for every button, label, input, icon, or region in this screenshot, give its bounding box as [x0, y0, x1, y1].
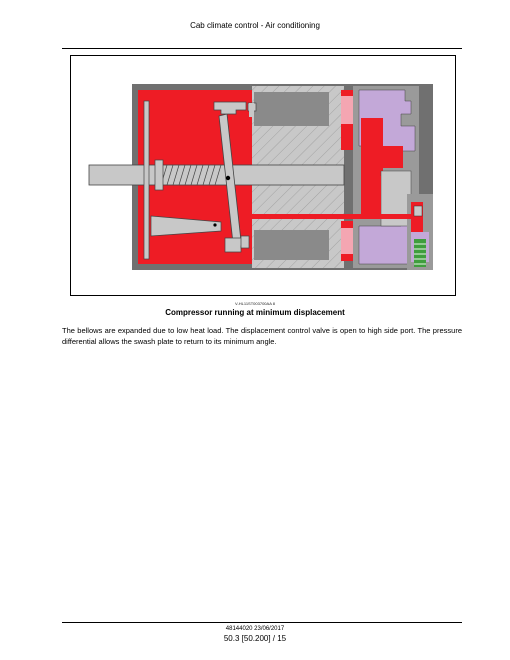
pink-reed	[341, 96, 353, 124]
figure-frame	[70, 55, 456, 296]
drive-lug-plate	[144, 101, 149, 259]
upper-cylinder-bore	[254, 92, 329, 126]
footer-rule	[62, 622, 462, 623]
footer-document-id: 48144020 23/06/2017	[225, 626, 285, 632]
lower-cylinder-bore	[254, 230, 329, 260]
compressor-diagram	[71, 56, 457, 297]
footer-page-number: 50.3 [50.200] / 15	[223, 634, 287, 643]
drive-shaft	[89, 165, 344, 185]
control-passage	[252, 214, 412, 219]
page-header-title: Cab climate control - Air conditioning	[190, 21, 320, 30]
header-rule	[62, 48, 462, 49]
body-paragraph: The bellows are expanded due to low heat load. The displacement control valve is open to high side port. The pressure differential allows the swash plate to return to its minimum angle.	[62, 326, 462, 346]
figure-caption: Compressor running at minimum displacement	[165, 308, 345, 317]
figure-reference: V-HL11ST003700AA 8	[235, 301, 275, 306]
bellows	[414, 239, 426, 267]
